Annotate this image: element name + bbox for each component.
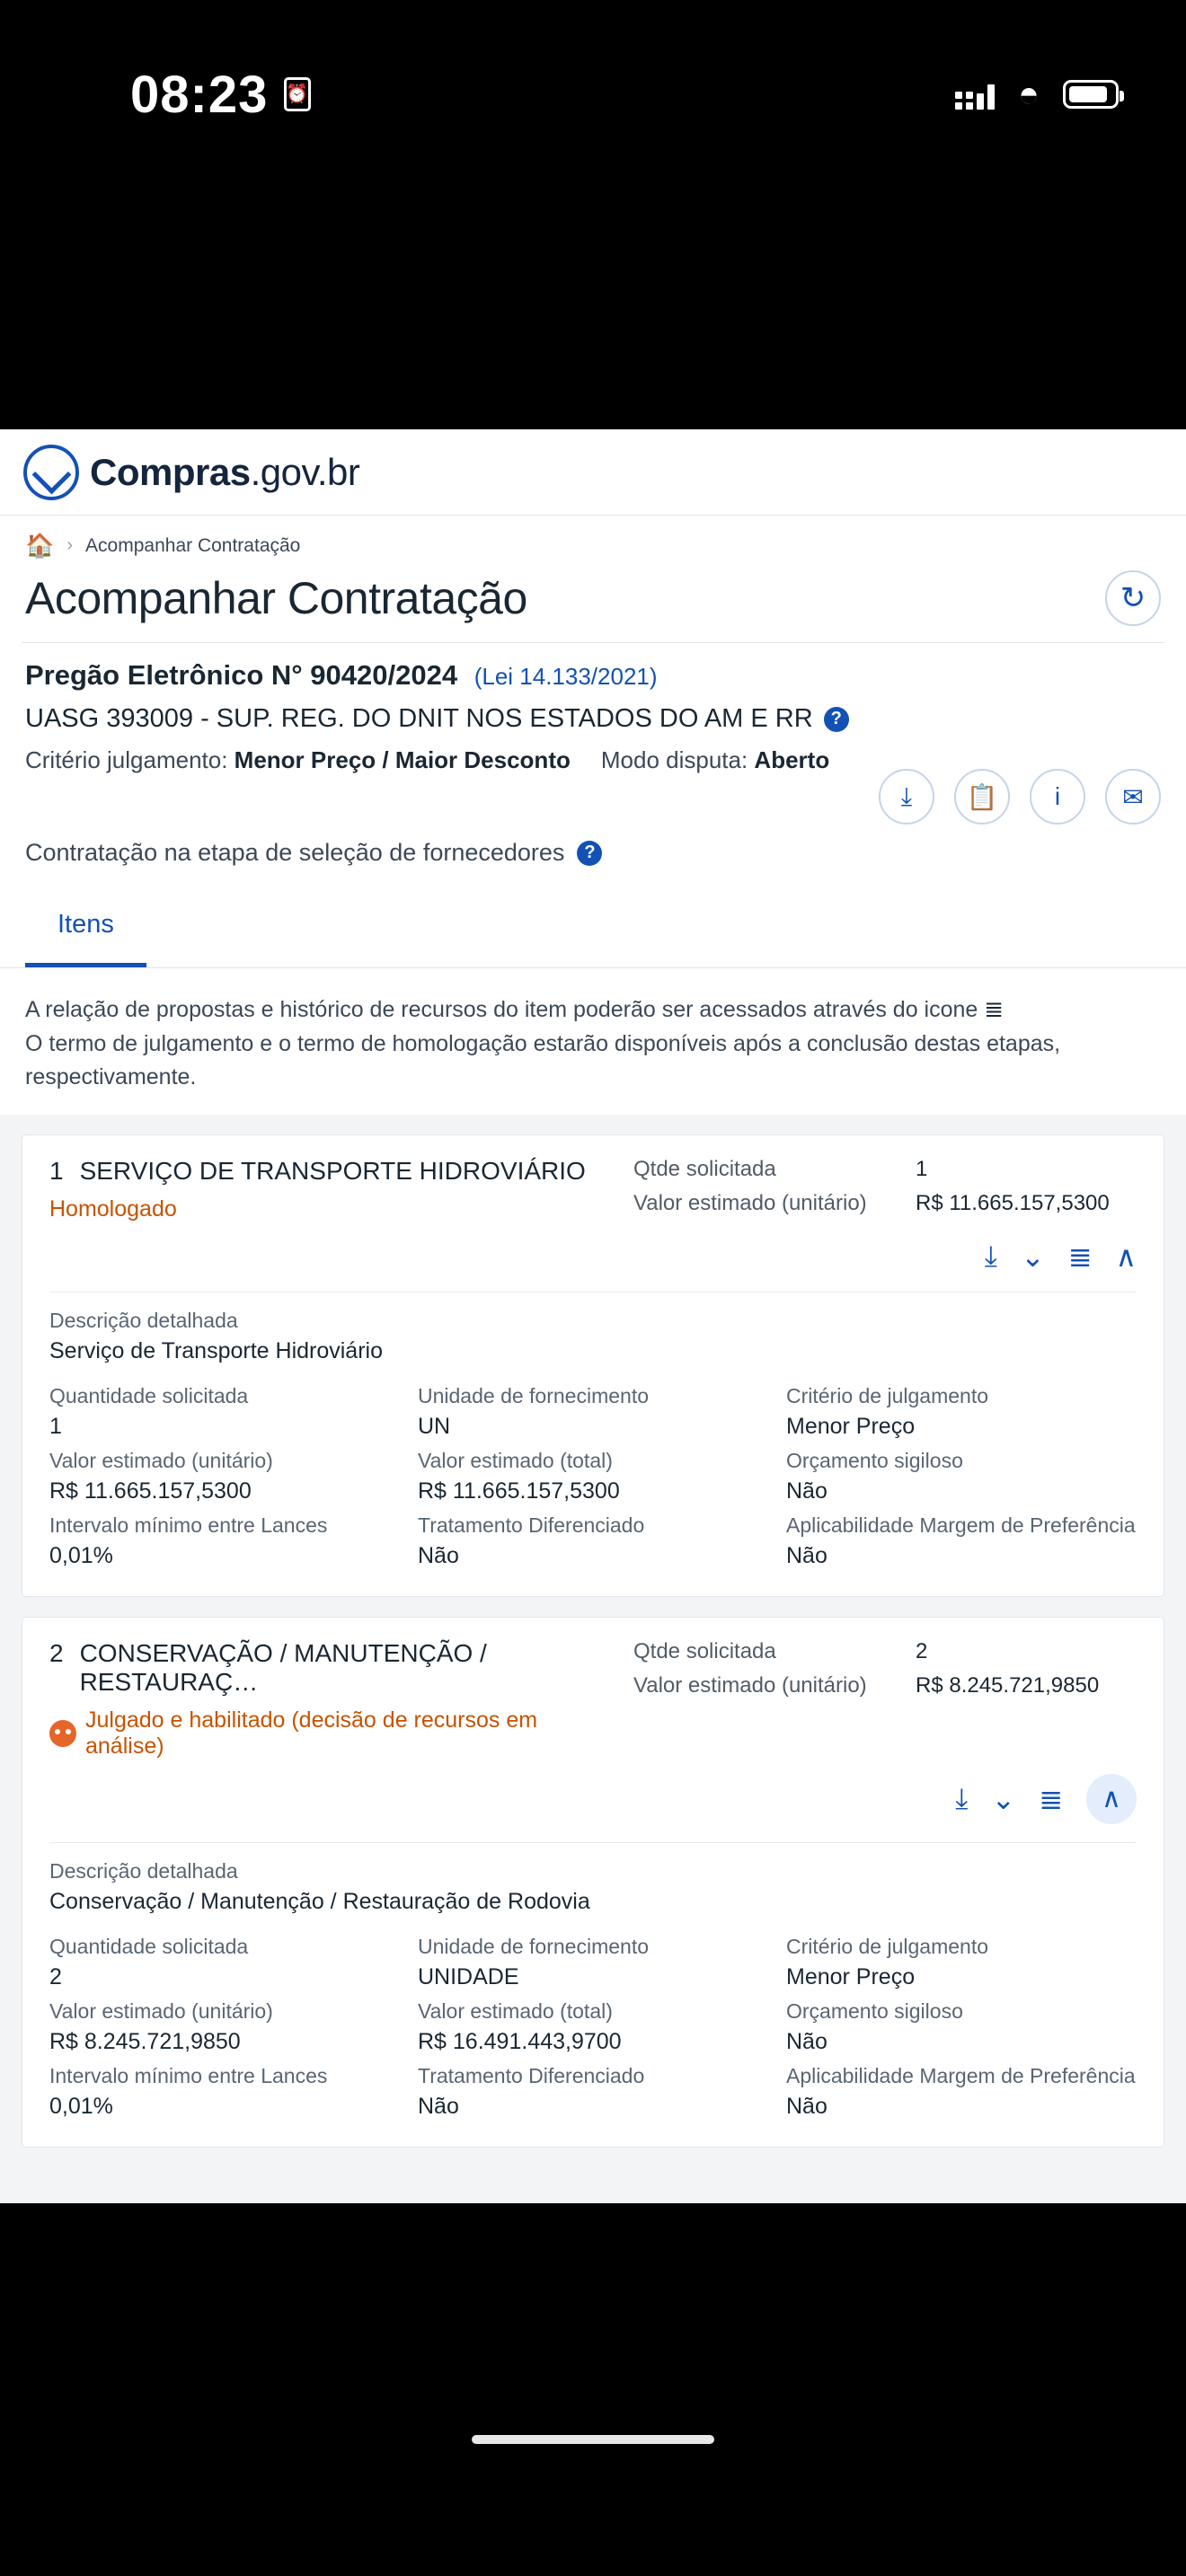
field-value: 0,01% (49, 2093, 113, 2119)
item-name: SERVIÇO DE TRANSPORTE HIDROVIÁRIO (79, 1156, 586, 1185)
item-description-label: Descrição detalhada (49, 1858, 238, 1883)
item-header-left (49, 1157, 586, 1222)
help-icon[interactable]: ? (577, 841, 602, 866)
item-header-left (49, 1639, 606, 1760)
item-header (49, 1639, 1137, 1760)
item-description-value: Serviço de Transporte Hidroviário (49, 1337, 383, 1363)
item-valor-unit-row (633, 1191, 1137, 1216)
download-icon[interactable]: ⤓ (984, 1239, 997, 1272)
status-time-group (130, 65, 311, 125)
item-title (49, 1639, 606, 1697)
field-value: Menor Preço (786, 1963, 916, 1989)
field-value: R$ 11.665.157,5300 (49, 1478, 252, 1504)
field-label: Critério de julgamento (786, 1934, 989, 1958)
item-qtde-label: Qtde solicitada (633, 1638, 776, 1663)
field-label: Critério de julgamento (786, 1383, 989, 1407)
item-description (49, 1859, 1137, 1915)
item-fields-grid (49, 1935, 1137, 2120)
field-value: Não (786, 2093, 828, 2119)
field-label: Orçamento sigiloso (786, 1448, 963, 1472)
status-bar (0, 0, 1186, 189)
chevron-up-icon[interactable]: ∧ (1115, 1239, 1137, 1273)
item-field (786, 2064, 1137, 2120)
battery-icon (1063, 80, 1119, 109)
field-label: Unidade de fornecimento (418, 1934, 649, 1958)
item-field (418, 1449, 768, 1504)
item-field (418, 2064, 768, 2120)
modo-value: Aberto (754, 746, 830, 773)
uasg-row (25, 704, 1161, 734)
item-field (49, 1384, 400, 1440)
field-label: Intervalo mínimo entre Lances (49, 1513, 328, 1537)
field-value: Não (786, 1542, 828, 1568)
criterio-label: Critério julgamento: (25, 746, 228, 773)
alarm-icon: ⏰ (284, 77, 311, 111)
info-button[interactable]: i (1030, 769, 1085, 825)
item-qtde-row (633, 1639, 1137, 1664)
stage-text: Contratação na etapa de seleção de fornecedores (25, 839, 565, 866)
warning-face-icon (49, 1720, 76, 1747)
status-badge (49, 1196, 586, 1222)
cellular-signal-icon (955, 79, 995, 110)
item-status-text: Julgado e habilitado (decisão de recursos em análise) (85, 1707, 538, 1759)
field-label: Tratamento Diferenciado (418, 2063, 645, 2087)
item-field (786, 1935, 1137, 1990)
field-value: Menor Preço (786, 1413, 916, 1439)
item-field (786, 1999, 1137, 2055)
item-field (786, 1449, 1137, 1504)
compras-gov-logo-icon[interactable] (23, 445, 79, 500)
field-label: Quantidade solicitada (49, 1934, 249, 1958)
field-label: Aplicabilidade Margem de Preferência (786, 2063, 1136, 2087)
divider (49, 1842, 1137, 1843)
item-field (418, 1513, 768, 1569)
item-header (49, 1157, 1137, 1225)
contract-law[interactable]: (Lei 14.133/2021) (474, 663, 658, 690)
item-field (49, 2064, 400, 2120)
field-value: UNIDADE (418, 1963, 519, 1989)
item-field (49, 1449, 400, 1504)
item-qtde-label: Qtde solicitada (633, 1156, 776, 1181)
field-label: Intervalo mínimo entre Lances (49, 2063, 328, 2087)
field-label: Valor estimado (unitário) (49, 1998, 273, 2023)
status-badge (49, 1707, 606, 1760)
item-description (49, 1309, 1137, 1364)
item-description-label: Descrição detalhada (49, 1308, 238, 1332)
modo-group (601, 746, 829, 774)
item-field (49, 1513, 400, 1569)
item-tools (49, 1774, 1137, 1824)
field-value: R$ 8.245.721,9850 (49, 2028, 241, 2054)
contract-number-row (25, 659, 1161, 692)
item-valor-unit-row (633, 1673, 1137, 1698)
field-label: Orçamento sigiloso (786, 1998, 963, 2023)
field-value: Não (786, 1478, 828, 1504)
email-button[interactable]: ✉ (1105, 769, 1161, 825)
brand-name: Compras.gov.br (90, 450, 360, 493)
clipboard-button[interactable]: 📋 (954, 769, 1010, 825)
tab-bar (0, 887, 1186, 968)
item-field (786, 1513, 1137, 1569)
criterio-group (25, 746, 571, 774)
breadcrumb-current: Acompanhar Contratação (85, 534, 301, 556)
list-icon: ≣ (984, 995, 1005, 1022)
page-title-row (0, 565, 1186, 642)
item-valor-unit-value: R$ 8.245.721,9850 (916, 1672, 1100, 1698)
download-button[interactable]: ⤓ (879, 769, 934, 825)
items-list (0, 1115, 1186, 2203)
breadcrumb (0, 516, 1186, 565)
item-tools (49, 1239, 1137, 1274)
field-value: Não (418, 2093, 459, 2119)
home-indicator[interactable] (472, 2435, 714, 2444)
page-title: Acompanhar Contratação (25, 573, 527, 623)
field-value: 2 (49, 1963, 62, 1989)
notice-line-1 (25, 992, 1161, 1028)
field-value: UN (418, 1413, 451, 1439)
field-label: Tratamento Diferenciado (418, 1513, 645, 1537)
web-page (0, 429, 1186, 2203)
brand-bar (0, 429, 1186, 516)
item-header-right (633, 1639, 1137, 1707)
help-icon[interactable]: ? (824, 707, 849, 732)
field-value: 1 (49, 1413, 62, 1439)
item-header-right (633, 1157, 1137, 1225)
chevron-up-icon[interactable]: ∧ (1086, 1774, 1137, 1824)
item-valor-unit-label: Valor estimado (unitário) (633, 1672, 867, 1698)
item-field (418, 1935, 768, 1990)
field-label: Unidade de fornecimento (418, 1383, 649, 1407)
stage-row (0, 825, 1186, 887)
field-label: Aplicabilidade Margem de Preferência (786, 1513, 1136, 1537)
modo-label: Modo disputa: (600, 746, 748, 773)
home-icon[interactable]: 🏠 (25, 532, 55, 559)
breadcrumb-separator: › (66, 535, 74, 555)
item-field (418, 1384, 768, 1440)
item-field (786, 1384, 1137, 1440)
item-field (418, 1999, 768, 2055)
field-value: 0,01% (49, 1542, 113, 1568)
field-label: Valor estimado (total) (418, 1448, 613, 1472)
item-qtde-value: 2 (916, 1638, 928, 1663)
status-time: 08:23 (130, 65, 269, 124)
wifi-icon: ◓ (1017, 75, 1040, 114)
download-icon[interactable]: ⤓ (955, 1781, 969, 1814)
item-valor-unit-value: R$ 11.665.157,5300 (916, 1190, 1110, 1215)
chevron-down-icon[interactable]: ⌄ (991, 1782, 1016, 1815)
item-fields-grid (49, 1384, 1137, 1569)
notice-text-1: A relação de propostas e histórico de recursos do item poderão ser acessados através do icone (25, 997, 978, 1022)
contract-number: Pregão Eletrônico N° 90420/2024 (25, 659, 458, 691)
contract-info (0, 643, 1186, 774)
item-field (49, 1999, 400, 2055)
uasg-text: UASG 393009 - SUP. REG. DO DNIT NOS ESTADOS DO AM E RR (25, 704, 813, 733)
blank-area-top (0, 189, 1186, 429)
item-qtde-value: 1 (916, 1156, 928, 1181)
item-number: 2 (49, 1638, 64, 1667)
item-number: 1 (49, 1156, 64, 1185)
field-value: R$ 11.665.157,5300 (418, 1478, 620, 1504)
item-description-value: Conservação / Manutenção / Restauração de Rodovia (49, 1888, 590, 1914)
field-value: R$ 16.491.443,9700 (418, 2028, 622, 2054)
list-item[interactable] (22, 1134, 1164, 1597)
item-field (49, 1935, 400, 1990)
list-icon[interactable]: ≣ (1067, 1239, 1093, 1273)
item-qtde-row (633, 1157, 1137, 1182)
field-value: Não (418, 1542, 459, 1568)
status-indicators (955, 76, 1119, 112)
list-item[interactable] (22, 1617, 1164, 2148)
item-title (49, 1157, 586, 1186)
tab-itens[interactable]: Itens (25, 887, 146, 967)
field-value: Não (786, 2028, 828, 2054)
item-valor-unit-label: Valor estimado (unitário) (633, 1190, 867, 1215)
field-label: Quantidade solicitada (49, 1383, 249, 1407)
item-name: CONSERVAÇÃO / MANUTENÇÃO / RESTAURAÇ… (79, 1638, 487, 1696)
notice-block (0, 968, 1186, 1102)
field-label: Valor estimado (unitário) (49, 1448, 273, 1472)
field-label: Valor estimado (total) (418, 1998, 613, 2023)
refresh-icon[interactable]: ↻ (1105, 570, 1161, 626)
chevron-down-icon[interactable]: ⌄ (1020, 1239, 1045, 1273)
list-icon[interactable]: ≣ (1039, 1782, 1063, 1815)
item-status-text: Homologado (49, 1195, 177, 1222)
notice-line-2: O termo de julgamento e o termo de homologação estarão disponíveis após a conclusão destas etapas, respectivamente. (25, 1030, 1061, 1090)
criterio-value: Menor Preço / Maior Desconto (234, 746, 571, 773)
navigation-area (0, 2203, 1186, 2473)
